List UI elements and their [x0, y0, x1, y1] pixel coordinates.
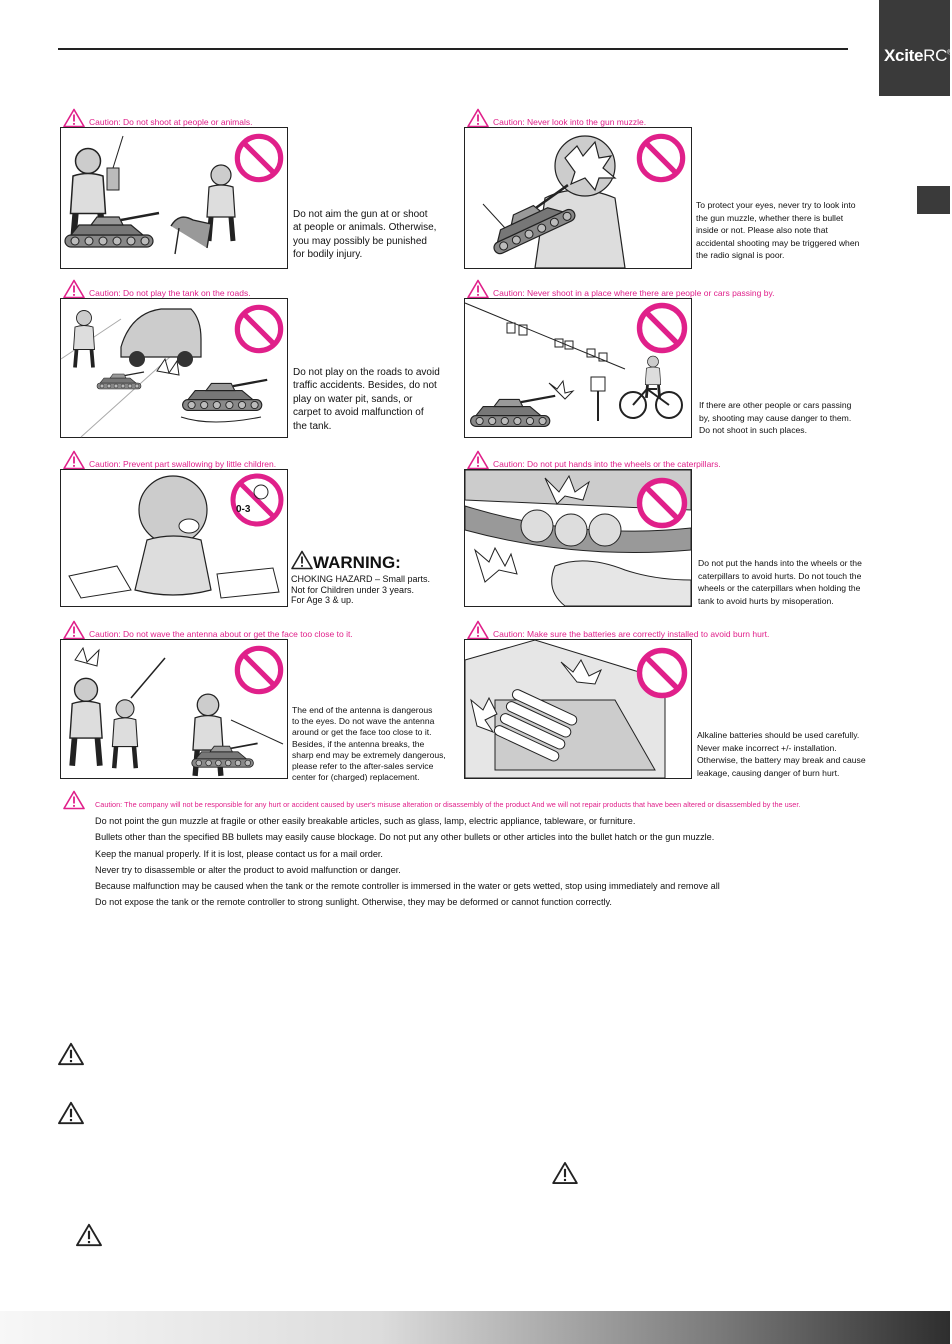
illustration-roads: [60, 298, 288, 438]
caution-desc-7: The end of the antenna is dangerous to the eyes. Do not wave the antenna around or get the face too close to it. Besides, if the antenna breaks, the sharp end may be extremely dangerous, please refer to the after-sales service center for (charged) replacement.: [292, 705, 446, 783]
caution-title-8: Caution: Make sure the batteries are correctly installed to avoid burn hurt.: [467, 620, 769, 640]
warning-triangle-icon: [291, 550, 313, 570]
prohibition-sign-icon: [640, 481, 685, 526]
prohibition-sign-icon: [640, 651, 685, 696]
general-caution: Caution: The company will not be responsible for any hurt or accident caused by user's misuse alteration or disassembly of the product And we will not repair products that have been altered or disassembled by the user.: [95, 800, 801, 809]
prohibition-sign-icon: [237, 307, 280, 350]
illustration-wheels: [464, 469, 692, 607]
illustration-gun-muzzle: [464, 127, 692, 269]
list-item: Do not expose the tank or the remote controller to strong sunlight. Otherwise, they may be deformed or cannot function correctly.: [95, 897, 612, 908]
age-label: 0-3: [236, 504, 251, 515]
brand-logo: XciteRC®: [884, 46, 952, 65]
age-prohibition-sign: [233, 476, 281, 524]
caution-title-4: Caution: Never shoot in a place where there are people or cars passing by.: [467, 279, 774, 299]
caution-desc-1: Do not aim the gun at or shoot at people or animals. Otherwise, you may possibly be punished for bodily injury.: [293, 209, 437, 261]
caution-title-5: Caution: Prevent part swallowing by little children.: [63, 450, 276, 470]
footer-gradient-bar: [0, 1311, 950, 1344]
caution-title-3: Caution: Do not play the tank on the roads.: [63, 279, 251, 299]
illustration-antenna: [60, 639, 288, 779]
prohibition-sign-icon: [639, 136, 682, 179]
general-caution-list: [95, 813, 720, 911]
illustration-shoot-people: [60, 127, 288, 269]
warning-triangle-icon: [57, 1042, 85, 1066]
warning-triangle-icon: [552, 1161, 578, 1185]
warning-triangle-icon: [75, 1223, 103, 1247]
warning-triangle-icon: [57, 1101, 85, 1125]
list-item: Keep the manual properly. If it is lost, please contact us for a mail order.: [95, 848, 383, 859]
prohibition-sign-icon: [237, 648, 280, 691]
warning-triangle-icon: [467, 450, 489, 470]
warning-triangle-icon: [63, 279, 85, 299]
caution-desc-2: To protect your eyes, never try to look into the gun muzzle, whether there is bullet inside or not. Please also note that accidental shooting may be triggered when the radio signal is poor.: [696, 200, 860, 260]
warning-heading: WARNING:: [291, 550, 401, 573]
warning-triangle-icon: [63, 108, 85, 128]
caution-title-7: Caution: Do not wave the antenna about or get the face too close to it.: [63, 620, 353, 640]
warning-triangle-icon: [63, 790, 85, 810]
header-rule: [58, 48, 848, 50]
caution-title-1: Caution: Do not shoot at people or animals.: [63, 108, 253, 128]
side-tab-marker: [917, 186, 950, 214]
caution-title-6: Caution: Do not put hands into the wheels or the caterpillars.: [467, 450, 721, 470]
caution-desc-3: Do not play on the roads to avoid traffic accidents. Besides, do not play on water pit, sands, or carpet to avoid malfunction of the tank.: [293, 367, 440, 432]
caution-desc-6: Do not put the hands into the wheels or the caterpillars to avoid hurts. Do not touch the wheels or the caterpillars when holding the tank to avoid hurts by misoperation.: [698, 558, 862, 606]
list-item: Because malfunction may be caused when the tank or the remote controller is immersed in the water or gets wetted, stop using immediately and remove all: [95, 881, 720, 892]
warning-triangle-icon: [467, 279, 489, 299]
list-item: Do not point the gun muzzle at fragile or other easily breakable articles, such as glass, lamp, electric appliance, tableware, or furniture.: [95, 816, 636, 826]
caution-title-2: Caution: Never look into the gun muzzle.: [467, 108, 646, 128]
warning-triangle-icon: [63, 450, 85, 470]
warning-triangle-icon: [467, 108, 489, 128]
caution-desc-4: If there are other people or cars passing by, shooting may cause danger to them. Do not shoot in such places.: [699, 400, 852, 435]
list-item: Bullets other than the specified BB bullets may easily cause blockage. Do not put any other bullets or other articles into the bullet hatch or the gun muzzle.: [95, 832, 715, 843]
general-caution-icon: [63, 790, 85, 814]
list-item: Never try to disassemble or alter the product to avoid malfunction or danger.: [95, 864, 401, 875]
illustration-batteries: [464, 639, 692, 779]
choking-hazard-text: CHOKING HAZARD – Small parts. Not for Children under 3 years. For Age 3 & up.: [291, 574, 431, 606]
caution-desc-8: Alkaline batteries should be used carefully. Never make incorrect +/- installation. Otherwise, the battery may break and cause leakage, causing danger of burn hurt.: [697, 730, 866, 778]
illustration-people-passing: [464, 298, 692, 438]
warning-triangle-icon: [467, 620, 489, 640]
prohibition-sign-icon: [237, 136, 280, 179]
illustration-child-swallowing: [60, 469, 288, 607]
prohibition-sign-icon: [640, 306, 685, 351]
warning-triangle-icon: [63, 620, 85, 640]
